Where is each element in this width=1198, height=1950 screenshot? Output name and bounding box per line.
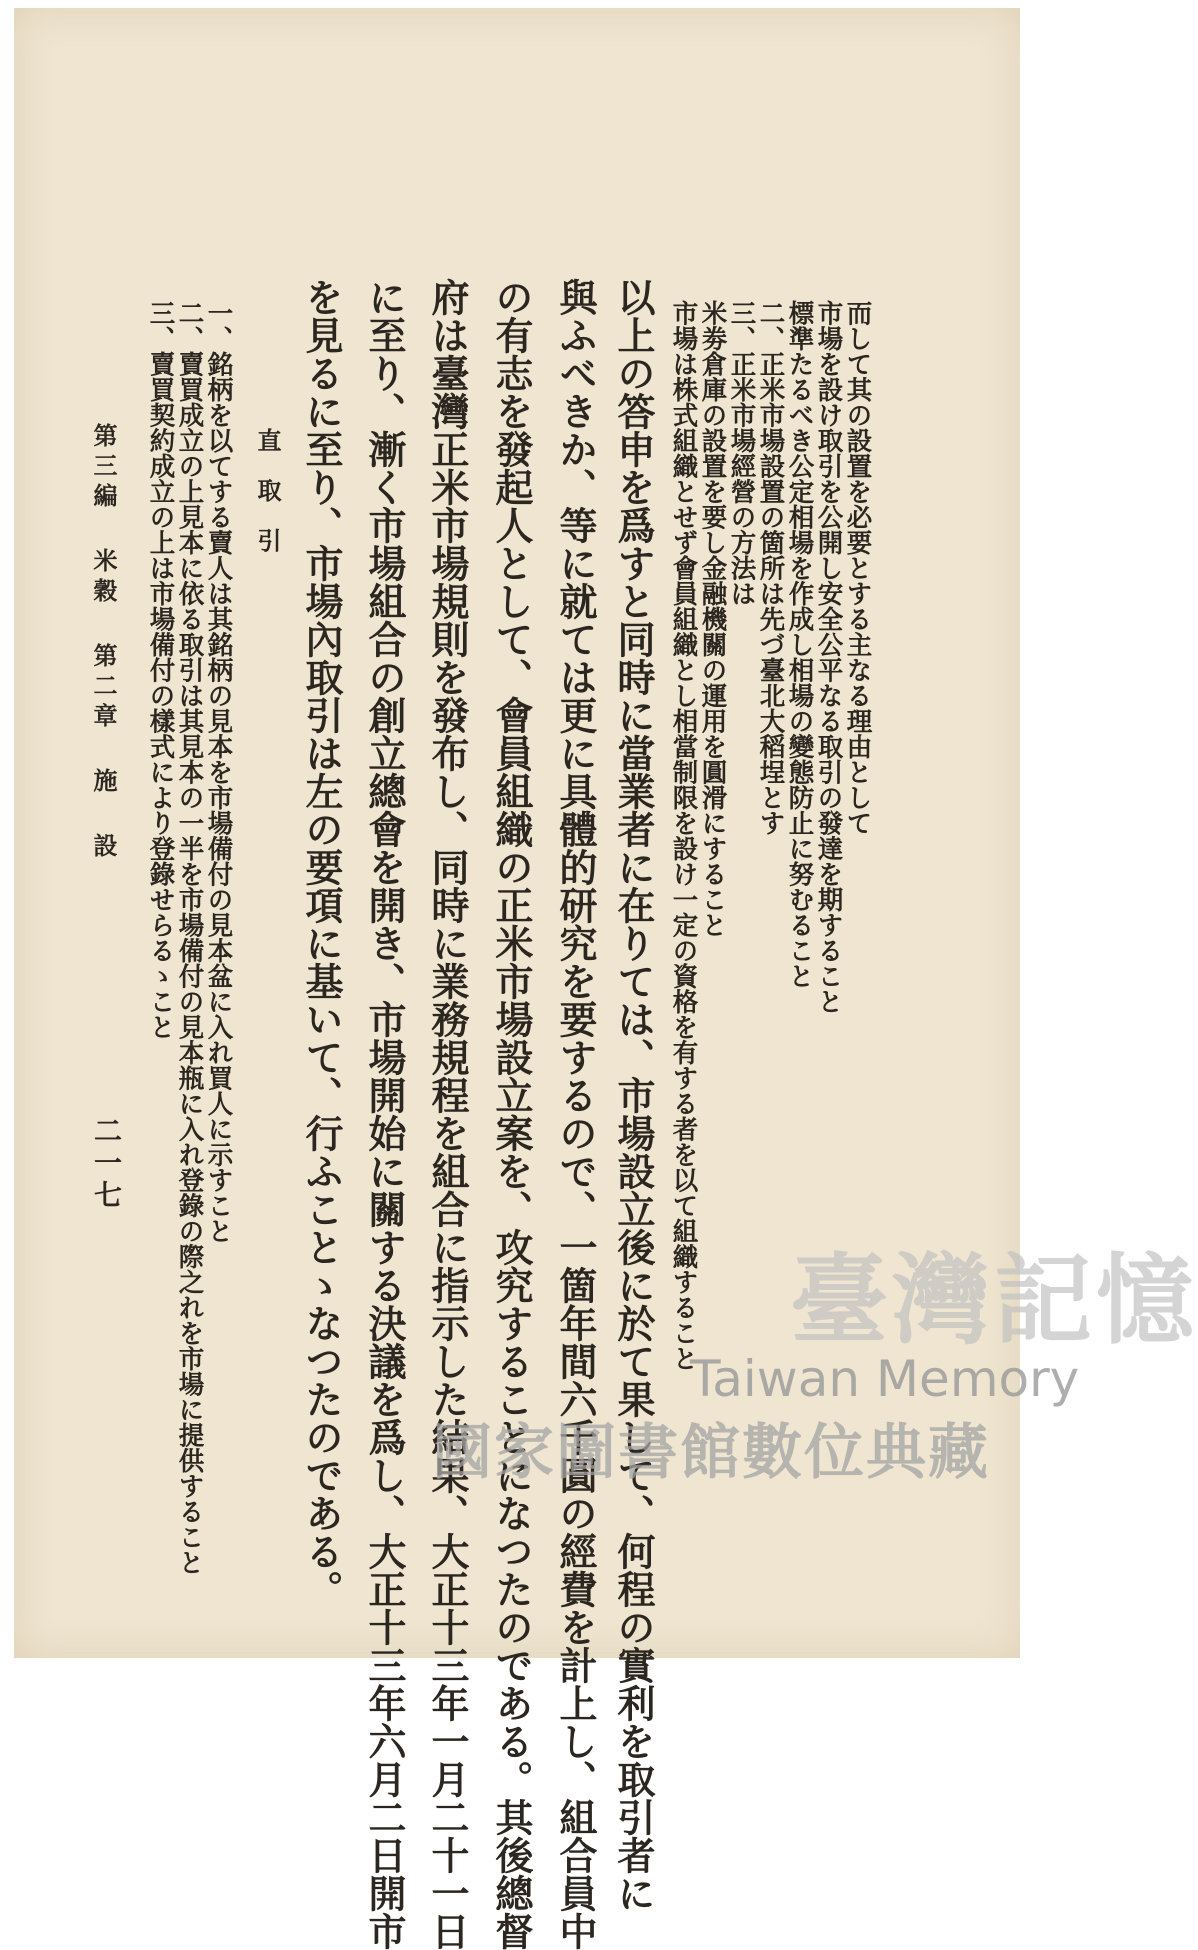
text-column-3: 標準たるべき公定相場を作成し相場の變態防止に努むること [784, 300, 815, 989]
text-column-9: 與ふべきか、等に就ては更に具體的研究を要するので、一箇年間六千圓の經費を計上し、組合員中 [553, 278, 598, 1950]
text-column-7: 市場は株式組織とせず會員組織とし相當制限を設け一定の資格を有する者を以て組織すること [668, 300, 699, 1371]
text-column-8: 以上の答申を爲すと同時に當業者に在りては、市場設立後に於て果して、何程の實利を取引者に [611, 278, 656, 1912]
text-column-15: 二、賣買成立の上見本に依る取引は其見本の一半を市場備付の見本瓶に入れ登錄の際之れを市場に提供すること [174, 300, 205, 1575]
text-column-12: に至り、漸く市場組合の創立總會を開き、市場開始に關する決議を爲し、大正十三年六月二日開市 [362, 278, 407, 1950]
section-heading: 直取引 [253, 428, 282, 578]
watermark-chinese: 國家圖書館數位典藏 [432, 1418, 990, 1488]
text-column-1: 而して其の設置を必要とする主なる理由として [842, 300, 873, 836]
text-column-2: 市場を設け取引を公開し安全公平なる取引の發達を期すること [813, 300, 844, 1014]
text-column-11: 府は臺灣正米市場規則を發布し、同時に業務規程を組合に指示した結果、大正十三年一月二十一日 [425, 278, 470, 1950]
text-column-16: 三、賣買契約成立の上は市場備付の樣式により登錄せらるゝこと [145, 300, 176, 1040]
watermark-english: Taiwan Memory [690, 1350, 1080, 1408]
text-column-13: を見るに至り、市場內取引は左の要項に基いて、行ふことゝなつたのである。 [299, 278, 344, 1608]
text-column-6: 米劵倉庫の設置を要し金融機關の運用を圓滑にすること [697, 300, 728, 938]
page-number: 二一七 [90, 1116, 123, 1212]
running-footer: 第三編 米穀 第二章 施 設 [89, 423, 118, 863]
text-column-10: の有志を發起人として、會員組織の正米市場設立案を、攻究することになつたのである。其後總督 [489, 278, 534, 1950]
text-column-14: 一、銘柄を以てする賣人は其銘柄の見本を市場備付の見本盆に入れ買人に示すこと [203, 300, 234, 1244]
text-column-5: 三、正米市場經營の方法は [726, 300, 757, 606]
watermark-logo: 臺灣記憶 [790, 1244, 1198, 1358]
text-column-4: 二、正米市場設置の箇所は先づ臺北大稻埕とす [755, 300, 786, 836]
